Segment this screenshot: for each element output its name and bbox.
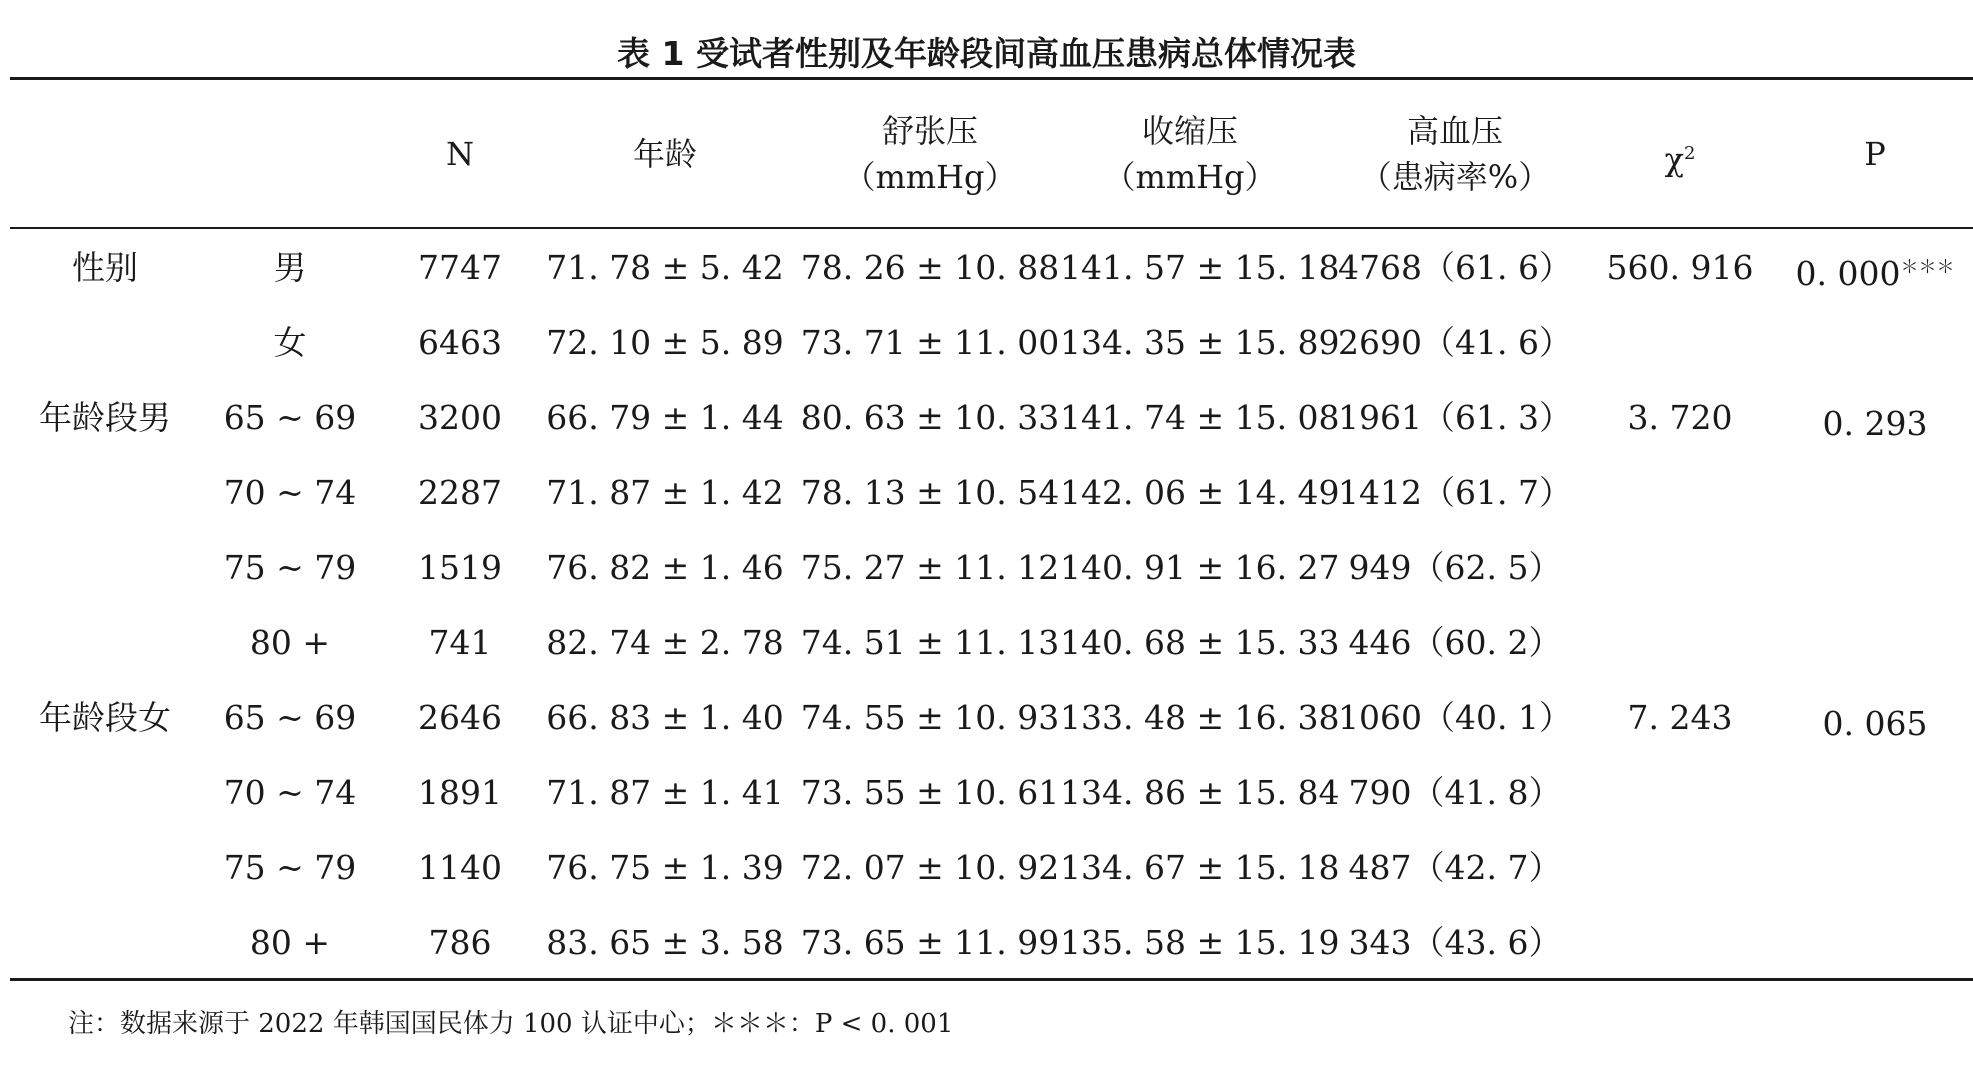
top-rule xyxy=(10,77,1973,80)
cell-group xyxy=(10,248,200,288)
cell-group-value: 性别 xyxy=(72,248,138,287)
cell-hypertension-value: 446（60. 2） xyxy=(1348,623,1562,662)
cell-systolic-value: 141. 74 ± 15. 08 xyxy=(1060,398,1340,437)
cell-hypertension xyxy=(1330,773,1580,813)
cell-n-value: 2287 xyxy=(418,473,502,512)
cell-age-value: 66. 83 ± 1. 40 xyxy=(546,698,784,737)
cell-n-value: 1891 xyxy=(418,773,502,812)
cell-subgroup-value: 65 ~ 69 xyxy=(223,398,357,437)
cell-diastolic xyxy=(800,323,1060,363)
header-n: N xyxy=(446,135,474,173)
cell-subgroup-value: 80 + xyxy=(249,923,331,962)
cell-p-value: 0. 065 xyxy=(1822,704,1928,743)
cell-diastolic xyxy=(800,848,1060,888)
cell-systolic-value: 133. 48 ± 16. 38 xyxy=(1060,698,1340,737)
header-age: 年龄 xyxy=(632,135,697,173)
cell-hypertension xyxy=(1330,323,1580,363)
cell-subgroup xyxy=(200,248,380,288)
cell-systolic-value: 134. 35 ± 15. 89 xyxy=(1060,323,1340,362)
cell-group xyxy=(10,698,200,738)
cell-chi-square-value: 3. 720 xyxy=(1627,398,1733,437)
cell-hypertension-value: 2690（41. 6） xyxy=(1338,323,1572,362)
cell-chi-square-value: 7. 243 xyxy=(1627,698,1733,737)
cell-hypertension xyxy=(1330,623,1580,663)
cell-systolic-value: 141. 57 ± 15. 18 xyxy=(1060,248,1340,287)
cell-p-value: 0. 293 xyxy=(1822,404,1928,443)
cell-age-value: 72. 10 ± 5. 89 xyxy=(546,323,784,362)
cell-subgroup-value: 女 xyxy=(273,323,307,362)
cell-subgroup xyxy=(200,623,380,663)
cell-age xyxy=(545,698,785,738)
table-title: 表 1 受试者性别及年龄段间高血压患病总体情况表 xyxy=(617,34,1356,73)
cell-n xyxy=(400,323,520,363)
cell-diastolic xyxy=(800,773,1060,813)
cell-group xyxy=(10,398,200,438)
cell-diastolic-value: 78. 13 ± 10. 54 xyxy=(800,473,1060,512)
cell-diastolic-value: 74. 55 ± 10. 93 xyxy=(800,698,1060,737)
cell-systolic xyxy=(1060,473,1340,513)
cell-systolic xyxy=(1060,923,1340,963)
cell-age-value: 76. 82 ± 1. 46 xyxy=(546,548,784,587)
cell-group-value: 年龄段男 xyxy=(39,398,171,437)
header-rule xyxy=(10,227,1973,229)
header-hypertension-label: 高血压 xyxy=(1406,112,1503,150)
cell-n xyxy=(400,923,520,963)
cell-age xyxy=(545,398,785,438)
cell-hypertension-value: 790（41. 8） xyxy=(1348,773,1562,812)
cell-subgroup xyxy=(200,773,380,813)
cell-age-value: 76. 75 ± 1. 39 xyxy=(546,848,784,887)
cell-systolic xyxy=(1060,398,1340,438)
cell-n xyxy=(400,623,520,663)
bottom-rule xyxy=(10,978,1973,981)
cell-n xyxy=(400,473,520,513)
cell-systolic xyxy=(1060,773,1340,813)
cell-systolic-value: 142. 06 ± 14. 49 xyxy=(1060,473,1340,512)
cell-hypertension-value: 1412（61. 7） xyxy=(1338,473,1572,512)
header-chi-symbol: χ xyxy=(1664,140,1684,179)
header-p: P xyxy=(1864,135,1886,173)
header-systolic xyxy=(1060,108,1320,200)
cell-subgroup-value: 70 ~ 74 xyxy=(223,473,357,512)
header-chi-square xyxy=(1600,131,1760,183)
cell-hypertension-value: 949（62. 5） xyxy=(1348,548,1562,587)
cell-hypertension-value: 1060（40. 1） xyxy=(1338,698,1572,737)
cell-hypertension-value: 4768（61. 6） xyxy=(1338,248,1572,287)
cell-subgroup-value: 70 ~ 74 xyxy=(223,773,357,812)
cell-diastolic-value: 72. 07 ± 10. 92 xyxy=(800,848,1060,887)
cell-systolic xyxy=(1060,548,1340,588)
cell-age-value: 82. 74 ± 2. 78 xyxy=(546,623,784,662)
cell-chi-square xyxy=(1600,698,1760,738)
cell-n-value: 1140 xyxy=(418,848,502,887)
cell-hypertension xyxy=(1330,923,1580,963)
cell-systolic xyxy=(1060,248,1340,288)
cell-diastolic-value: 78. 26 ± 10. 88 xyxy=(800,248,1060,287)
table-note: 注：数据来源于 2022 年韩国国民体力 100 认证中心；＊＊＊：P < 0. 001 xyxy=(68,1009,954,1039)
cell-n-value: 786 xyxy=(428,923,492,962)
cell-n-value: 7747 xyxy=(418,248,502,287)
header-hypertension-unit: （患病率%） xyxy=(1359,158,1551,196)
header-systolic-label: 收缩压 xyxy=(1141,112,1238,150)
cell-p xyxy=(1795,248,1955,294)
cell-n xyxy=(400,698,520,738)
cell-subgroup xyxy=(200,473,380,513)
cell-subgroup-value: 75 ~ 79 xyxy=(223,848,357,887)
cell-p xyxy=(1795,398,1955,444)
cell-hypertension xyxy=(1330,698,1580,738)
cell-diastolic-value: 74. 51 ± 11. 13 xyxy=(800,623,1060,662)
cell-subgroup-value: 65 ~ 69 xyxy=(223,698,357,737)
cell-systolic xyxy=(1060,698,1340,738)
cell-diastolic xyxy=(800,398,1060,438)
header-hypertension xyxy=(1330,108,1580,200)
cell-diastolic xyxy=(800,923,1060,963)
cell-age-value: 71. 87 ± 1. 42 xyxy=(546,473,784,512)
cell-diastolic-value: 73. 65 ± 11. 99 xyxy=(800,923,1060,962)
cell-hypertension xyxy=(1330,548,1580,588)
cell-systolic xyxy=(1060,323,1340,363)
cell-age xyxy=(545,548,785,588)
cell-subgroup-value: 80 + xyxy=(249,623,331,662)
cell-hypertension xyxy=(1330,473,1580,513)
cell-hypertension-value: 1961（61. 3） xyxy=(1338,398,1572,437)
cell-diastolic xyxy=(800,248,1060,288)
cell-hypertension xyxy=(1330,848,1580,888)
header-systolic-unit: （mmHg） xyxy=(1103,158,1277,196)
cell-diastolic xyxy=(800,623,1060,663)
cell-n-value: 1519 xyxy=(418,548,502,587)
cell-age xyxy=(545,323,785,363)
cell-diastolic-value: 73. 71 ± 11. 00 xyxy=(800,323,1060,362)
cell-age-value: 71. 87 ± 1. 41 xyxy=(546,773,784,812)
cell-n-value: 3200 xyxy=(418,398,502,437)
cell-systolic-value: 134. 67 ± 15. 18 xyxy=(1060,848,1340,887)
cell-age xyxy=(545,248,785,288)
cell-age xyxy=(545,623,785,663)
cell-age-value: 83. 65 ± 3. 58 xyxy=(546,923,784,962)
cell-subgroup xyxy=(200,323,380,363)
cell-diastolic xyxy=(800,698,1060,738)
cell-n xyxy=(400,848,520,888)
cell-chi-square xyxy=(1600,398,1760,438)
cell-hypertension xyxy=(1330,248,1580,288)
cell-age xyxy=(545,773,785,813)
cell-chi-square xyxy=(1600,248,1760,288)
cell-group-value: 年龄段女 xyxy=(39,698,171,737)
cell-n xyxy=(400,548,520,588)
cell-p xyxy=(1795,698,1955,744)
cell-hypertension xyxy=(1330,398,1580,438)
cell-age xyxy=(545,473,785,513)
cell-p-value: 0. 000 xyxy=(1795,254,1901,293)
cell-hypertension-value: 343（43. 6） xyxy=(1348,923,1562,962)
cell-subgroup-value: 男 xyxy=(273,248,307,287)
cell-diastolic xyxy=(800,548,1060,588)
cell-diastolic xyxy=(800,473,1060,513)
cell-chi-square-value: 560. 916 xyxy=(1606,248,1754,287)
cell-age xyxy=(545,848,785,888)
cell-age xyxy=(545,923,785,963)
cell-systolic xyxy=(1060,848,1340,888)
cell-diastolic-value: 80. 63 ± 10. 33 xyxy=(800,398,1060,437)
header-diastolic-label: 舒张压 xyxy=(881,112,978,150)
cell-n-value: 2646 xyxy=(418,698,502,737)
header-diastolic xyxy=(800,108,1060,200)
cell-subgroup xyxy=(200,923,380,963)
cell-systolic-value: 134. 86 ± 15. 84 xyxy=(1060,773,1340,812)
cell-systolic-value: 135. 58 ± 15. 19 xyxy=(1060,923,1340,962)
cell-systolic-value: 140. 91 ± 16. 27 xyxy=(1060,548,1340,587)
header-chi-exponent: 2 xyxy=(1683,143,1696,164)
cell-systolic xyxy=(1060,623,1340,663)
cell-n xyxy=(400,248,520,288)
cell-subgroup-value: 75 ~ 79 xyxy=(223,548,357,587)
cell-diastolic-value: 75. 27 ± 11. 12 xyxy=(800,548,1060,587)
cell-n-value: 741 xyxy=(428,623,492,662)
cell-n-value: 6463 xyxy=(418,323,502,362)
cell-age-value: 66. 79 ± 1. 44 xyxy=(546,398,784,437)
cell-subgroup xyxy=(200,398,380,438)
cell-subgroup xyxy=(200,548,380,588)
cell-age-value: 71. 78 ± 5. 42 xyxy=(546,248,784,287)
header-diastolic-unit: （mmHg） xyxy=(843,158,1017,196)
cell-n xyxy=(400,398,520,438)
cell-hypertension-value: 487（42. 7） xyxy=(1348,848,1562,887)
significance-mark: ＊＊＊ xyxy=(1900,257,1955,278)
cell-diastolic-value: 73. 55 ± 10. 61 xyxy=(800,773,1060,812)
cell-systolic-value: 140. 68 ± 15. 33 xyxy=(1060,623,1340,662)
cell-subgroup xyxy=(200,698,380,738)
cell-n xyxy=(400,773,520,813)
cell-subgroup xyxy=(200,848,380,888)
